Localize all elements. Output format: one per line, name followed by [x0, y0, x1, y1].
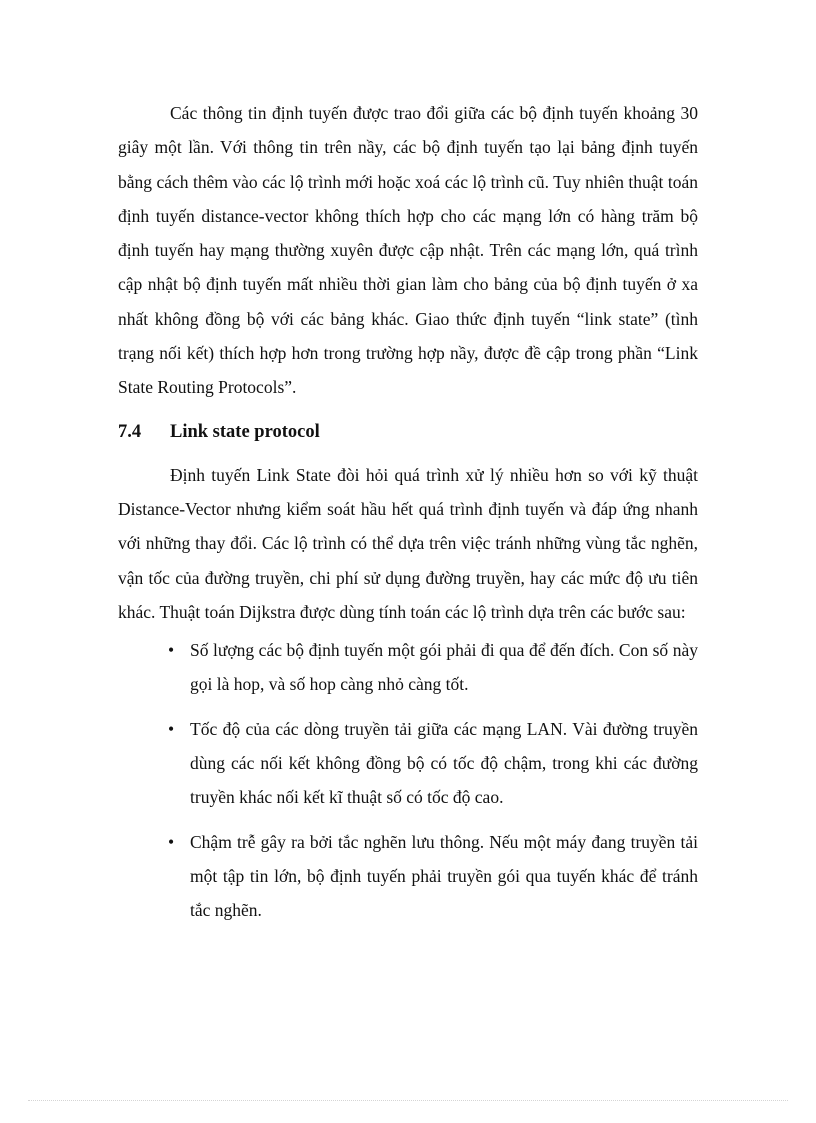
- section-heading: [118, 415, 698, 449]
- bullet-icon: •: [168, 831, 175, 852]
- section-number: 7.4: [118, 421, 142, 442]
- list-item: [118, 633, 698, 702]
- bullet-icon: •: [168, 640, 175, 661]
- list-item: [118, 712, 698, 815]
- bullet-text: Tốc độ của các dòng truyền tải giữa các mạng LAN. Vài đường truyền dùng các nối kết không đồng bộ có tốc độ chậm, trong khi các đường truyền khác nối kết kĩ thuật số có tốc độ cao.: [190, 718, 698, 808]
- list-item: [118, 825, 698, 928]
- intro-paragraph: Các thông tin định tuyến được trao đổi giữa các bộ định tuyến khoảng 30 giây một lần. Với thông tin trên nầy, các bộ định tuyến tạo lại bảng định tuyến bằng cách thêm vào các lộ trình mới hoặc xoá các lộ trình cũ. Tuy nhiên thuật toán định tuyến distance-vector không thích hợp cho các mạng lớn có hàng trăm bộ định tuyến hay mạng thường xuyên được cập nhật. Trên các mạng lớn, quá trình cập nhật bộ định tuyến mất nhiều thời gian làm cho bảng của bộ định tuyến ở xa nhất không đồng bộ với các bảng khác. Giao thức định tuyến “link state” (tình trạng nối kết) thích hợp hơn trong trường hợp nầy, được đề cập trong phần “Link State Routing Protocols”.: [118, 103, 698, 398]
- page-bottom-divider: [28, 1100, 788, 1101]
- bullet-icon: •: [168, 718, 175, 739]
- document-page: [118, 96, 698, 938]
- section-paragraph: Định tuyến Link State đòi hỏi quá trình xử lý nhiều hơn so với kỹ thuật Distance-Vector nhưng kiểm soát hầu hết quá trình định tuyến và đáp ứng nhanh với những thay đổi. Các lộ trình có thể dựa trên việc tránh những vùng tắc nghẽn, vận tốc của đường truyền, chi phí sử dụng đường truyền, hay các mức độ ưu tiên khác. Thuật toán Dijkstra được dùng tính toán các lộ trình dựa trên các bước sau:: [118, 464, 698, 622]
- bullet-list: [118, 633, 698, 927]
- bullet-text: Số lượng các bộ định tuyến một gói phải đi qua để đến đích. Con số này gọi là hop, và số hop càng nhỏ càng tốt.: [190, 640, 698, 695]
- bullet-text: Chậm trễ gây ra bởi tắc nghẽn lưu thông. Nếu một máy đang truyền tải một tập tin lớn, bộ định tuyến phải truyền gói qua tuyến khác để tránh tắc nghẽn.: [190, 831, 698, 921]
- section-title: Link state protocol: [170, 421, 320, 442]
